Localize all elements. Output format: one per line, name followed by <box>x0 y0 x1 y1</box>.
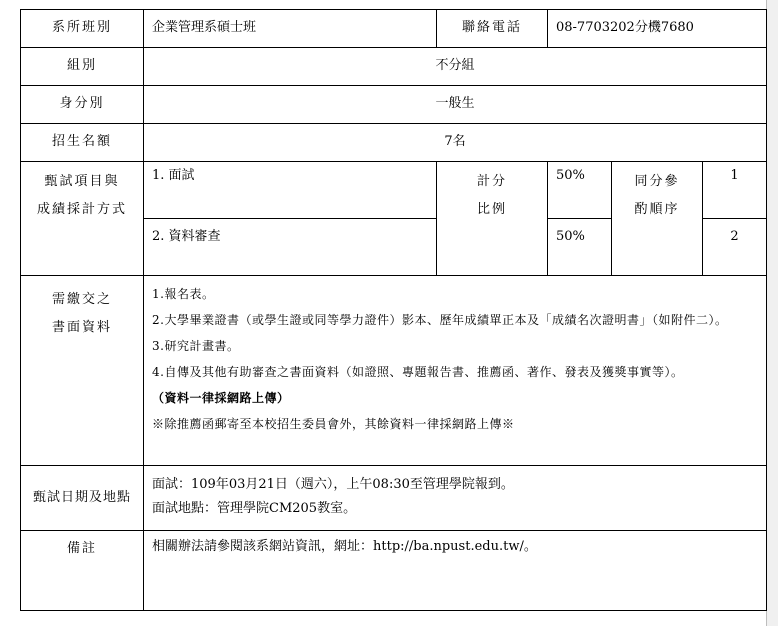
ratio-label-line2: 比例 <box>476 202 507 217</box>
ratio-label-line1: 計分 <box>476 174 507 189</box>
exam-items-label-line1: 甄試項目與 <box>44 174 120 189</box>
tie-order-interview: 1 <box>703 162 767 219</box>
remarks-content <box>144 531 767 611</box>
ratio-label <box>437 162 548 276</box>
remarks-text: 相關辦法請參閱該系網站資訊，網址：http://ba.npust.edu.tw/。 <box>152 539 537 554</box>
quota-row <box>21 124 767 162</box>
tie-order-label-line2: 酌順序 <box>634 202 680 217</box>
remarks-label: 備註 <box>21 531 144 611</box>
identity-label: 身分別 <box>21 86 144 124</box>
phone-value: 08-7703202分機7680 <box>548 10 767 48</box>
admission-info-table <box>20 9 767 611</box>
tie-order-label <box>612 162 703 276</box>
document-item: 1.報名表。 <box>152 287 215 301</box>
documents-content <box>144 276 767 466</box>
ratio-document-review: 50% <box>548 219 612 276</box>
exam-item-document-review: 2. 資料審查 <box>144 219 437 276</box>
exam-date-line: 面試：109年03月21日（週六），上午08:30至管理學院報到。 <box>152 477 514 492</box>
tie-order-label-line1: 同分參 <box>634 174 680 189</box>
document-item: 4.自傳及其他有助審查之書面資料（如證照、專題報告書、推薦函、著作、發表及獲獎事實等）。 <box>152 365 684 379</box>
exam-date-content <box>144 466 767 531</box>
group-label: 組別 <box>21 48 144 86</box>
department-row <box>21 10 767 48</box>
documents-label-line2: 書面資料 <box>51 320 112 335</box>
group-row <box>21 48 767 86</box>
tie-order-document-review: 2 <box>703 219 767 276</box>
remarks-row <box>21 531 767 611</box>
group-value: 不分組 <box>144 48 767 86</box>
quota-label: 招生名額 <box>21 124 144 162</box>
identity-row <box>21 86 767 124</box>
identity-value: 一般生 <box>144 86 767 124</box>
exam-item-interview: 1. 面試 <box>144 162 437 219</box>
exam-location-line: 面試地點：管理學院CM205教室。 <box>152 501 357 516</box>
exam-items-label <box>21 162 144 276</box>
documents-label-line1: 需繳交之 <box>51 292 112 307</box>
recommendation-footnote: ※除推薦函郵寄至本校招生委員會外，其餘資料一律採網路上傳※ <box>152 417 515 431</box>
documents-row <box>21 276 767 466</box>
department-value: 企業管理系碩士班 <box>144 10 437 48</box>
document-item: 2.大學畢業證書（或學生證或同等學力證件）影本、歷年成績單正本及「成績名次證明書」（如附件二）。 <box>152 313 728 327</box>
exam-date-label: 甄試日期及地點 <box>21 466 144 531</box>
exam-date-row <box>21 466 767 531</box>
exam-items-row-1 <box>21 162 767 219</box>
phone-label: 聯絡電話 <box>437 10 548 48</box>
documents-label <box>21 276 144 466</box>
upload-note: （資料一律採網路上傳） <box>152 391 290 405</box>
exam-items-label-line2: 成績採計方式 <box>36 202 127 217</box>
quota-value: 7名 <box>144 124 767 162</box>
ratio-interview: 50% <box>548 162 612 219</box>
department-label: 系所班別 <box>21 10 144 48</box>
document-item: 3.研究計畫書。 <box>152 339 240 353</box>
